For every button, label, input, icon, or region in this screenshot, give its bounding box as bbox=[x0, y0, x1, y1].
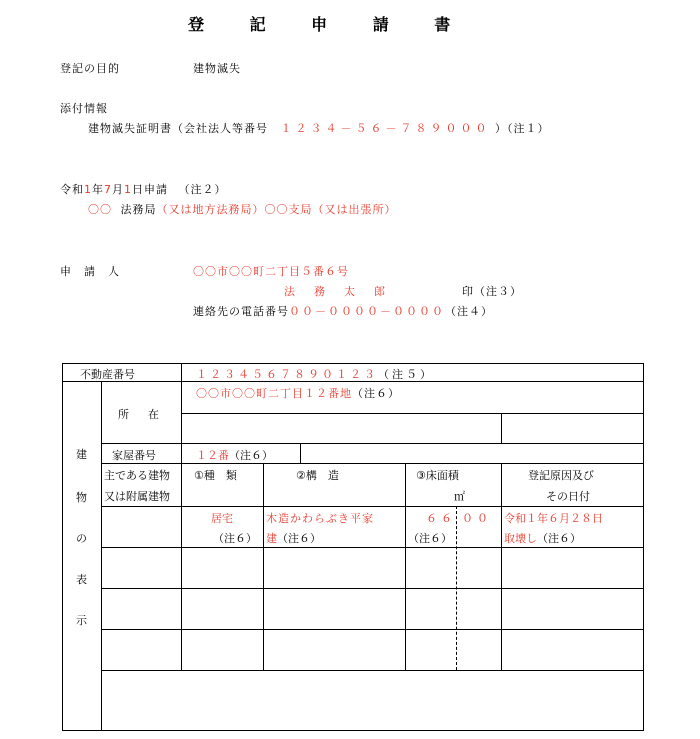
row-divider bbox=[101, 629, 644, 630]
col-struct: ②構 造 bbox=[296, 469, 339, 482]
date-year: 1 bbox=[84, 183, 92, 196]
row-area-int: ６６ bbox=[426, 512, 456, 525]
col-main-2: 又は附属建物 bbox=[104, 490, 170, 503]
phone-line bbox=[193, 303, 493, 319]
row-divider bbox=[101, 463, 644, 464]
row-divider bbox=[181, 413, 644, 414]
attachment-line bbox=[88, 120, 550, 136]
row-divider bbox=[101, 547, 644, 548]
purpose-label: 登記の目的 bbox=[60, 62, 120, 75]
date-month: 7 bbox=[104, 183, 112, 196]
date-day: 1 bbox=[124, 183, 132, 196]
vertical-label-5: 示 bbox=[76, 614, 87, 627]
vertical-label-2: 物 bbox=[76, 491, 87, 504]
vertical-label-4: 表 bbox=[76, 573, 87, 586]
attachment-label: 添付情報 bbox=[60, 102, 108, 115]
col-divider bbox=[501, 413, 502, 443]
col-cause-1: 登記原因及び bbox=[528, 469, 594, 482]
row-struct-1: 木造かわらぶき平家 bbox=[266, 512, 374, 525]
real-estate-no: １２３４５６７８９０１２３ bbox=[196, 368, 378, 381]
row-kind: 居宅 bbox=[211, 512, 233, 525]
house-no-line bbox=[196, 447, 273, 463]
col-area-unit: ㎡ bbox=[454, 490, 465, 503]
application-date bbox=[60, 181, 227, 197]
col-divider bbox=[181, 463, 182, 670]
office-part3: （又は地方法務局）〇〇支局（又は出張所） bbox=[156, 203, 397, 216]
phone-number: ００－００００－００００ bbox=[289, 305, 445, 318]
col-divider bbox=[263, 463, 264, 670]
decimal-divider bbox=[456, 506, 457, 670]
col-kind: ①種 類 bbox=[194, 469, 237, 482]
applicant-seal: 印（注３） bbox=[462, 285, 522, 298]
corporate-number: １２３４－５６－７８９０００ bbox=[280, 122, 491, 135]
row-cause-2: 取壊し bbox=[504, 532, 537, 545]
row-divider bbox=[101, 506, 644, 507]
col-divider bbox=[300, 443, 301, 463]
location-note: （注６） bbox=[352, 387, 400, 400]
purpose-value: 建物滅失 bbox=[193, 62, 241, 75]
row-divider bbox=[101, 443, 644, 444]
location-line bbox=[196, 385, 400, 401]
row-divider bbox=[101, 588, 644, 589]
date-day-suffix: 日申請 bbox=[132, 183, 168, 196]
real-estate-note: （注５） bbox=[378, 368, 434, 381]
applicant-name: 法 務 太 郎 bbox=[284, 285, 389, 298]
office-part1: 〇〇 bbox=[88, 203, 112, 216]
col-cause-2: その日付 bbox=[546, 490, 590, 503]
row-cause-note: （注６） bbox=[537, 532, 581, 545]
real-estate-no-label: 不動産番号 bbox=[80, 368, 135, 381]
attachment-prefix: 建物滅失証明書（会社法人等番号 bbox=[88, 122, 268, 135]
vertical-label-1: 建 bbox=[76, 448, 87, 461]
real-estate-no-line bbox=[196, 366, 434, 382]
location-value: 〇〇市〇〇町二丁目１２番地 bbox=[196, 387, 352, 400]
row-cause-1: 令和１年６月２８日 bbox=[504, 512, 603, 525]
col-area: ③床面積 bbox=[416, 469, 459, 482]
date-year-unit: 年 bbox=[92, 183, 104, 196]
applicant-label: 申 請 人 bbox=[60, 265, 120, 278]
attachment-note: ）（注１） bbox=[495, 122, 550, 135]
house-no-value: １２番 bbox=[196, 449, 229, 462]
applicant-address: 〇〇市〇〇町二丁目５番６号 bbox=[193, 265, 349, 278]
row-kind-note: （注６） bbox=[213, 532, 257, 545]
row-area-note: （注６） bbox=[408, 532, 452, 545]
row-struct-line2 bbox=[266, 530, 321, 546]
col-divider bbox=[181, 363, 182, 463]
col-divider bbox=[501, 463, 502, 670]
col-divider bbox=[405, 463, 406, 670]
row-struct-2: 建 bbox=[266, 532, 277, 545]
col-divider bbox=[101, 381, 102, 731]
row-area-dec: ００ bbox=[462, 512, 492, 525]
vertical-label-3: の bbox=[76, 532, 87, 545]
row-divider bbox=[101, 670, 644, 671]
office-part2: 法務局 bbox=[120, 203, 157, 216]
location-label: 所 在 bbox=[118, 408, 163, 421]
date-era: 令和 bbox=[60, 183, 84, 196]
row-struct-note: （注６） bbox=[277, 532, 321, 545]
row-cause-line2 bbox=[504, 530, 581, 546]
col-main-1: 主である建物 bbox=[104, 469, 170, 482]
date-month-unit: 月 bbox=[112, 183, 124, 196]
page-title: 登 記 申 請 書 bbox=[188, 15, 471, 34]
phone-label: 連絡先の電話番号 bbox=[193, 305, 289, 318]
phone-note: （注４） bbox=[445, 305, 493, 318]
house-no-note: （注６） bbox=[229, 449, 273, 462]
office-line bbox=[88, 201, 397, 217]
house-no-label: 家屋番号 bbox=[112, 449, 156, 462]
date-note: （注２） bbox=[178, 183, 227, 196]
